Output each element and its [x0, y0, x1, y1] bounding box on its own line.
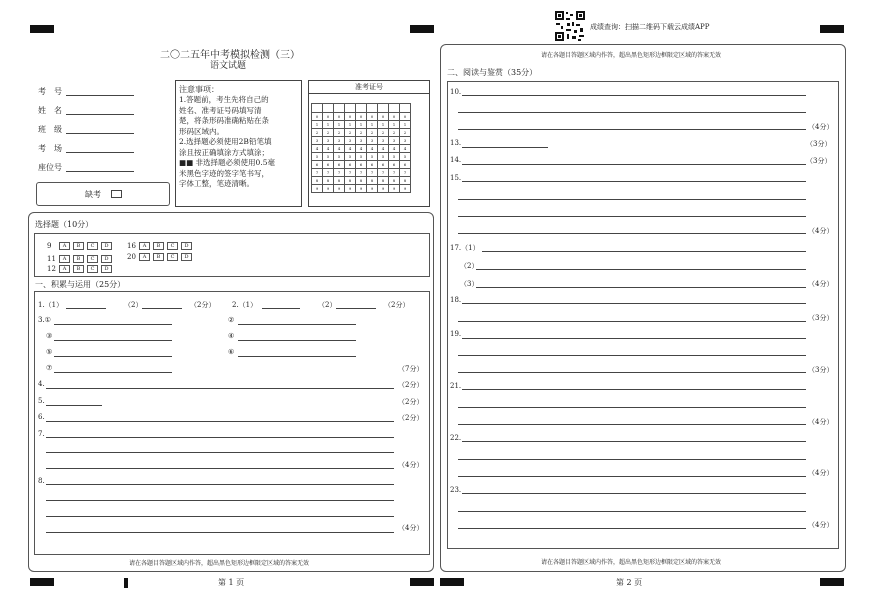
choice-bubble[interactable]: B — [73, 255, 84, 263]
q3-answer-2[interactable] — [238, 324, 356, 325]
choice-bubble[interactable]: D — [101, 255, 112, 263]
page-subtitle: 语文试题 — [210, 61, 247, 71]
corner-mark-tl — [30, 25, 54, 33]
choice-row — [127, 253, 195, 261]
q2-answer-1[interactable] — [262, 308, 300, 309]
field-input[interactable] — [66, 95, 134, 96]
q23-score: （4分） — [808, 521, 834, 529]
q3-answer-7[interactable] — [54, 372, 172, 373]
field-label: 座位号 — [38, 163, 62, 172]
exam-digit-bubble[interactable]: 4 — [400, 145, 411, 153]
page1-frame — [28, 212, 434, 572]
choice-bubble[interactable]: A — [59, 265, 70, 273]
exam-digit-bubble[interactable]: 8 — [345, 177, 356, 185]
exam-digit-bubble[interactable]: 3 — [345, 137, 356, 145]
exam-digit-bubble[interactable]: 6 — [389, 161, 400, 169]
exam-digit-bubble[interactable]: 5 — [367, 153, 378, 161]
exam-digit-bubble[interactable]: 6 — [345, 161, 356, 169]
exam-digit-bubble[interactable]: 5 — [312, 153, 323, 161]
choice-number: 11 — [47, 255, 56, 263]
page1-footer-note: 请在各题目答题区域内作答，超出黑色矩形边框限定区域的答案无效 — [129, 560, 310, 567]
q10-line-3[interactable] — [458, 129, 806, 130]
q10-line-2[interactable] — [458, 112, 806, 113]
page2-number: 第 2 页 — [616, 578, 643, 587]
q7-score: （4分） — [398, 461, 424, 469]
notice-box — [175, 80, 302, 207]
q18-score: （3分） — [808, 314, 834, 322]
notice-title: 注意事项： — [179, 85, 219, 94]
notice-line: 姓名、准考证号码填写清 — [179, 105, 262, 115]
choice-number: 20 — [127, 253, 136, 261]
q13-label: 13. — [450, 139, 462, 147]
exam-digit-bubble[interactable]: 4 — [367, 145, 378, 153]
q23-label: 23. — [450, 486, 462, 494]
exam-digit-bubble[interactable]: 6 — [312, 161, 323, 169]
q17-answer-2[interactable] — [476, 269, 806, 270]
exam-digit-bubble[interactable]: 6 — [367, 161, 378, 169]
exam-digit-bubble[interactable]: 2 — [356, 129, 367, 137]
exam-digit-bubble[interactable]: 1 — [356, 121, 367, 129]
exam-digit-bubble[interactable]: 3 — [400, 137, 411, 145]
q21-label: 21. — [450, 382, 462, 390]
q3-label-6: ⑥ — [228, 348, 235, 356]
exam-digit-bubble[interactable]: 3 — [389, 137, 400, 145]
q19-line-2[interactable] — [458, 355, 806, 356]
q4-answer[interactable] — [46, 388, 394, 389]
corner-mark-bc2 — [440, 578, 464, 586]
exam-digit-bubble[interactable]: 6 — [378, 161, 389, 169]
q17-label-3: （3） — [460, 280, 479, 288]
q3-label-1: 3.① — [38, 316, 51, 324]
q14-score: （3分） — [806, 157, 832, 165]
choice-bubble[interactable]: D — [181, 242, 192, 250]
q3-answer-1[interactable] — [54, 324, 172, 325]
exam-digit-bubble[interactable]: 7 — [400, 169, 411, 177]
q5-score: （2分） — [398, 398, 424, 406]
q21-line-2[interactable] — [458, 407, 806, 408]
q2-score: （2分） — [384, 301, 410, 309]
exam-digit-bubble[interactable]: 7 — [356, 169, 367, 177]
field-input[interactable] — [66, 152, 134, 153]
q22-line-3[interactable] — [458, 476, 806, 477]
q6-label: 6. — [38, 413, 45, 421]
corner-mark-b1 — [124, 578, 128, 588]
section2-box — [447, 81, 839, 549]
choice-bubble[interactable]: B — [153, 242, 164, 250]
exam-digit-bubble[interactable]: 0 — [334, 113, 345, 121]
exam-digit-bubble[interactable]: 8 — [378, 177, 389, 185]
q3-answer-4[interactable] — [238, 340, 356, 341]
q4-label: 4. — [38, 380, 45, 388]
exam-digit-bubble[interactable]: 0 — [356, 113, 367, 121]
q19-line-1[interactable] — [462, 338, 806, 339]
notice-line: 形码区域内。 — [179, 126, 224, 136]
q19-line-3[interactable] — [458, 372, 806, 373]
choice-bubble[interactable]: D — [181, 253, 192, 261]
q15-line-2[interactable] — [458, 199, 806, 200]
exam-digit-bubble[interactable]: 1 — [334, 121, 345, 129]
exam-digit-bubble[interactable]: 1 — [323, 121, 334, 129]
q23-line-3[interactable] — [458, 528, 806, 529]
exam-digit-bubble[interactable]: 4 — [356, 145, 367, 153]
exam-digit-bubble[interactable]: 0 — [345, 113, 356, 121]
exam-digit-bubble[interactable]: 9 — [367, 185, 378, 193]
exam-digit-bubble[interactable]: 9 — [334, 185, 345, 193]
q3-label-7: ⑦ — [46, 364, 53, 372]
exam-digit-bubble[interactable]: 5 — [334, 153, 345, 161]
section2-title: 二、阅读与鉴赏（35分） — [447, 68, 538, 77]
q8-line-3[interactable] — [46, 516, 394, 517]
exam-digit-bubble[interactable]: 7 — [345, 169, 356, 177]
field-input[interactable] — [66, 133, 134, 134]
q6-answer[interactable] — [46, 421, 394, 422]
q8-line-2[interactable] — [46, 500, 394, 501]
q17-answer-1[interactable] — [482, 251, 806, 252]
q18-label: 18. — [450, 296, 462, 304]
exam-digit-bubble[interactable]: 1 — [367, 121, 378, 129]
notice-line: 涂且按正确填涂方式填涂； — [179, 147, 269, 157]
exam-digit-bubble[interactable]: 2 — [323, 129, 334, 137]
choice-row — [47, 265, 115, 273]
exam-digit-bubble[interactable]: 8 — [312, 177, 323, 185]
exam-digit-bubble[interactable]: 0 — [400, 113, 411, 121]
corner-mark-tr — [820, 25, 844, 33]
q5-label: 5. — [38, 397, 45, 405]
q8-line-1[interactable] — [46, 484, 394, 485]
q22-line-1[interactable] — [462, 441, 806, 442]
choice-bubble[interactable]: A — [59, 255, 70, 263]
exam-digit-bubble[interactable]: 0 — [312, 113, 323, 121]
exam-digit-bubble[interactable]: 0 — [323, 113, 334, 121]
exam-digit-bubble[interactable]: 4 — [345, 145, 356, 153]
exam-digit-bubble[interactable]: 5 — [378, 153, 389, 161]
q3-answer-3[interactable] — [54, 340, 172, 341]
q1-label-1: 1.（1） — [38, 301, 64, 309]
q15-label: 15. — [450, 174, 462, 182]
choice-number: 12 — [47, 265, 56, 273]
q3-label-3: ③ — [46, 332, 53, 340]
exam-digit-bubble[interactable]: 8 — [389, 177, 400, 185]
q5-answer[interactable] — [46, 405, 102, 406]
q17-score: （4分） — [808, 280, 834, 288]
notice-line: 楚，将条形码准确粘贴在条 — [179, 116, 269, 125]
exam-digit-bubble[interactable]: 1 — [400, 121, 411, 129]
exam-digit-bubble[interactable]: 9 — [378, 185, 389, 193]
q22-line-2[interactable] — [458, 459, 806, 460]
q10-line-1[interactable] — [462, 95, 806, 96]
q3-label-5: ⑤ — [46, 348, 53, 356]
notice-line: 字体工整，笔迹清晰。 — [179, 179, 254, 188]
q1-answer-1[interactable] — [66, 308, 106, 309]
q13-answer[interactable] — [462, 147, 548, 148]
section1-title: 一、积累与运用（25分） — [35, 280, 126, 289]
exam-digit-bubble[interactable]: 9 — [323, 185, 334, 193]
corner-mark-bc1 — [410, 578, 434, 586]
q8-line-4[interactable] — [46, 532, 394, 533]
exam-digit-bubble[interactable]: 5 — [356, 153, 367, 161]
exam-digit-bubble[interactable]: 3 — [378, 137, 389, 145]
choice-bubble[interactable]: C — [87, 255, 98, 263]
exam-digit-bubble[interactable]: 9 — [356, 185, 367, 193]
q2-answer-2[interactable] — [336, 308, 376, 309]
q22-score: （4分） — [808, 469, 834, 477]
q3-answer-6[interactable] — [238, 356, 356, 357]
q8-score: （4分） — [398, 524, 424, 532]
q15-line-1[interactable] — [462, 181, 806, 182]
exam-digit-bubble[interactable]: 5 — [389, 153, 400, 161]
exam-digit-bubble[interactable]: 6 — [323, 161, 334, 169]
exam-number-title: 准考证号 — [309, 81, 429, 94]
notice-line: 米黑色字迹的签字笔书写， — [179, 168, 269, 178]
exam-digit-bubble[interactable]: 7 — [389, 169, 400, 177]
choice-row — [127, 242, 195, 250]
q3-score: （7分） — [398, 365, 424, 373]
exam-digit-bubble[interactable]: 8 — [323, 177, 334, 185]
exam-digit-bubble[interactable]: 7 — [323, 169, 334, 177]
q1-answer-2[interactable] — [142, 308, 182, 309]
exam-digit-bubble[interactable]: 7 — [367, 169, 378, 177]
exam-digit-bubble[interactable]: 3 — [312, 137, 323, 145]
q10-score: （4分） — [808, 123, 834, 131]
exam-number-box — [308, 80, 430, 207]
choice-bubble[interactable]: A — [139, 242, 150, 250]
notice-line: ■■ 非选择题必须使用0.5毫 — [179, 158, 275, 167]
exam-digit-bubble[interactable]: 2 — [312, 129, 323, 137]
q7-line-2[interactable] — [46, 452, 394, 453]
exam-digit-bubble[interactable]: 6 — [334, 161, 345, 169]
exam-digit-bubble[interactable]: 2 — [334, 129, 345, 137]
exam-digit-bubble[interactable]: 8 — [367, 177, 378, 185]
exam-digit-bubble[interactable]: 1 — [312, 121, 323, 129]
q21-line-1[interactable] — [462, 389, 806, 390]
q4-score: （2分） — [398, 381, 424, 389]
exam-digit-bubble[interactable]: 2 — [378, 129, 389, 137]
q3-label-4: ④ — [228, 332, 235, 340]
choice-bubble[interactable]: C — [167, 242, 178, 250]
choice-row — [47, 255, 115, 263]
choice-bubble[interactable]: A — [139, 253, 150, 261]
choice-bubble[interactable]: B — [153, 253, 164, 261]
q23-line-1[interactable] — [462, 493, 806, 494]
exam-digit-bubble[interactable]: 6 — [356, 161, 367, 169]
exam-digit-bubble[interactable]: 4 — [378, 145, 389, 153]
page-title: 二〇二五年中考模拟检测（三） — [160, 50, 300, 61]
choice-bubble[interactable]: D — [101, 265, 112, 273]
field-label: 班 级 — [38, 125, 62, 134]
q14-label: 14. — [450, 156, 462, 164]
q7-line-1[interactable] — [46, 437, 394, 438]
exam-digit-bubble[interactable]: 6 — [400, 161, 411, 169]
q15-line-4[interactable] — [458, 233, 806, 234]
exam-digit-bubble[interactable]: 5 — [345, 153, 356, 161]
exam-digit-bubble[interactable]: 7 — [334, 169, 345, 177]
exam-digit-bubble[interactable]: 9 — [389, 185, 400, 193]
field-input[interactable] — [66, 114, 134, 115]
q21-line-3[interactable] — [458, 424, 806, 425]
q18-line-1[interactable] — [462, 303, 806, 304]
exam-digit-bubble[interactable]: 3 — [334, 137, 345, 145]
exam-digit-bubble[interactable]: 2 — [345, 129, 356, 137]
exam-digit-bubble[interactable]: 1 — [345, 121, 356, 129]
exam-digit-bubble[interactable]: 4 — [334, 145, 345, 153]
exam-digit-bubble[interactable]: 9 — [345, 185, 356, 193]
choice-title: 选择题（10分） — [35, 220, 94, 229]
exam-digit-bubble[interactable]: 5 — [400, 153, 411, 161]
choice-bubble[interactable]: B — [73, 242, 84, 250]
corner-mark-br — [820, 578, 844, 586]
exam-digit-bubble[interactable]: 4 — [312, 145, 323, 153]
qr-code-icon — [554, 10, 586, 42]
exam-digit-bubble[interactable]: 3 — [356, 137, 367, 145]
exam-digit-bubble[interactable]: 4 — [389, 145, 400, 153]
choice-bubble[interactable]: C — [87, 265, 98, 273]
exam-digit-bubble[interactable]: 8 — [334, 177, 345, 185]
q13-score: （3分） — [806, 140, 832, 148]
notice-line: 1.答题前，考生先将自己的 — [179, 95, 269, 104]
q7-label: 7. — [38, 430, 45, 438]
choice-bubble[interactable]: D — [101, 242, 112, 250]
choice-bubble[interactable]: B — [73, 265, 84, 273]
q8-label: 8. — [38, 477, 45, 485]
exam-digit-bubble[interactable]: 1 — [389, 121, 400, 129]
choice-bubble[interactable]: C — [87, 242, 98, 250]
q6-score: （2分） — [398, 414, 424, 422]
q7-line-3[interactable] — [46, 468, 394, 469]
exam-digit-bubble[interactable]: 9 — [312, 185, 323, 193]
exam-digit-bubble[interactable]: 8 — [356, 177, 367, 185]
exam-digit-bubble[interactable]: 0 — [378, 113, 389, 121]
exam-digit-bubble[interactable]: 4 — [323, 145, 334, 153]
choice-bubble[interactable]: A — [59, 242, 70, 250]
notice-line: 2.选择题必须使用2B铅笔填 — [179, 137, 272, 146]
q15-score: （4分） — [808, 227, 834, 235]
choice-row — [47, 242, 115, 250]
field-label: 考 号 — [38, 87, 62, 96]
q21-score: （4分） — [808, 418, 834, 426]
notice-lines — [176, 95, 301, 190]
exam-digit-bubble[interactable]: 2 — [400, 129, 411, 137]
exam-digit-bubble[interactable]: 0 — [367, 113, 378, 121]
q23-line-2[interactable] — [458, 511, 806, 512]
exam-digit-bubble[interactable]: 2 — [367, 129, 378, 137]
page1-number: 第 1 页 — [218, 578, 245, 587]
field-input[interactable] — [66, 171, 134, 172]
exam-digit-bubble[interactable]: 2 — [389, 129, 400, 137]
exam-digit-bubble[interactable]: 1 — [378, 121, 389, 129]
q19-label: 19. — [450, 330, 462, 338]
choice-number: 9 — [47, 242, 52, 250]
q17-label-1: 17.（1） — [450, 244, 480, 252]
score-query-header: 成绩查询：扫描二维码下载云成绩APP — [590, 23, 710, 31]
q2-label-1: 2.（1） — [232, 301, 258, 309]
q1-score: （2分） — [190, 301, 216, 309]
q1-label-2: （2） — [124, 301, 143, 309]
choice-bubble[interactable]: C — [167, 253, 178, 261]
exam-digit-bubble[interactable]: 5 — [323, 153, 334, 161]
page2-top-note: 请在各题目答题区域内作答，超出黑色矩形边框限定区域的答案无效 — [541, 52, 722, 59]
q2-label-2: （2） — [318, 301, 337, 309]
q14-answer[interactable] — [462, 164, 806, 165]
q15-line-3[interactable] — [458, 216, 806, 217]
q22-label: 22. — [450, 434, 462, 442]
field-label: 考 场 — [38, 144, 62, 153]
corner-mark-tc — [410, 25, 434, 33]
q17-answer-3[interactable] — [476, 287, 806, 288]
corner-mark-bl — [30, 578, 54, 586]
q19-score: （3分） — [808, 366, 834, 374]
q18-line-2[interactable] — [458, 321, 806, 322]
exam-number-grid[interactable] — [311, 103, 411, 193]
absent-box — [36, 182, 170, 206]
exam-digit-bubble[interactable]: 8 — [400, 177, 411, 185]
absent-label: 缺考 — [85, 190, 101, 199]
exam-digit-bubble[interactable]: 3 — [323, 137, 334, 145]
choice-number: 16 — [127, 242, 136, 250]
page2-footer-note: 请在各题目答题区域内作答，超出黑色矩形边框限定区域的答案无效 — [541, 559, 722, 566]
q3-answer-5[interactable] — [54, 356, 172, 357]
exam-digit-bubble[interactable]: 3 — [367, 137, 378, 145]
q3-label-2: ② — [228, 316, 235, 324]
q10-label: 10. — [450, 88, 462, 96]
exam-digit-bubble[interactable]: 0 — [389, 113, 400, 121]
exam-digit-bubble[interactable]: 7 — [378, 169, 389, 177]
exam-digit-bubble[interactable]: 7 — [312, 169, 323, 177]
q17-label-2: （2） — [460, 262, 479, 270]
field-label: 姓 名 — [38, 106, 62, 115]
exam-digit-bubble[interactable]: 9 — [400, 185, 411, 193]
absent-checkbox[interactable] — [111, 190, 122, 198]
